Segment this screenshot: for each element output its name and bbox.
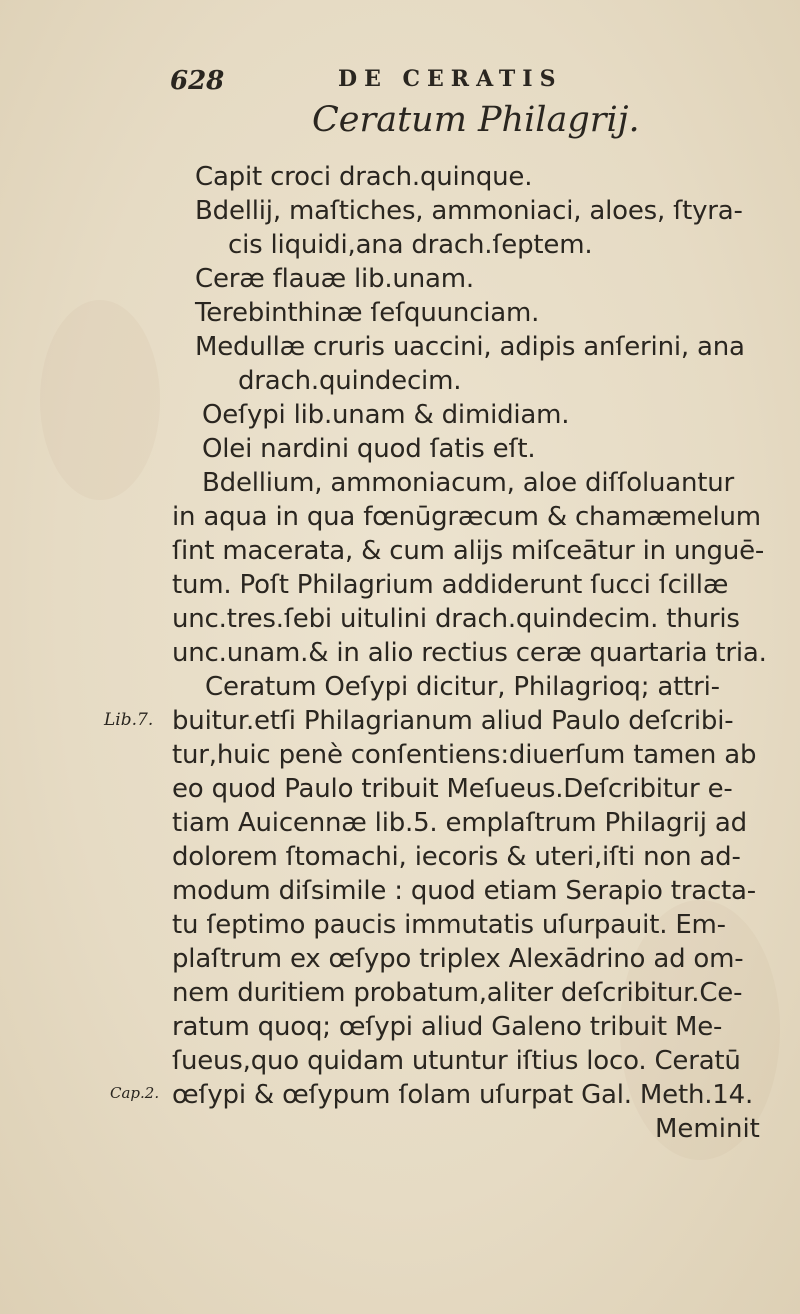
text-line: Capit croci drach.quinque. xyxy=(195,162,533,192)
text-line: Bdellium, ammoniacum, aloe diſſoluantur xyxy=(202,468,735,498)
text-line: Ceratum Oeſypi dicitur, Philagrioq; attri- xyxy=(205,672,720,702)
recipe-title: Ceratum Philagrij. xyxy=(312,100,640,140)
text-line: Ceræ flauæ lib.unam. xyxy=(195,264,474,294)
text-line: œſypi & œſypum ſolam uſurpat Gal. Meth.14. xyxy=(172,1080,754,1110)
margin-note-cap: Cap.2. xyxy=(110,1084,160,1102)
text-line: nem duritiem probatum,aliter deſcribitur.Ce- xyxy=(172,978,743,1008)
page-number: 628 xyxy=(170,66,225,96)
paper-stain xyxy=(40,300,160,500)
text-line: Olei nardini quod ſatis eſt. xyxy=(202,434,536,464)
text-line: dolorem ſtomachi, iecoris & uteri,iſti non ad- xyxy=(172,842,741,872)
text-line: drach.quindecim. xyxy=(238,366,462,396)
text-line: plaſtrum ex œſypo triplex Alexādrino ad om- xyxy=(172,944,744,974)
text-line: Medullæ cruris uaccini, adipis anſerini, ana xyxy=(195,332,745,362)
text-line: ſint macerata, & cum alijs miſceātur in unguē- xyxy=(172,536,765,566)
text-line: unc.tres.ſebi uitulini drach.quindecim. thuris xyxy=(172,604,740,634)
text-line: in aqua in qua fœnūgræcum & chamæmelum xyxy=(172,502,761,532)
text-line: Terebinthinæ ſeſquunciam. xyxy=(195,298,540,328)
text-line: cis liquidi,ana drach.ſeptem. xyxy=(228,230,593,260)
text-line: ratum quoq; œſypi aliud Galeno tribuit Me- xyxy=(172,1012,723,1042)
text-line: tur,huic penè conſentiens:diuerſum tamen ab xyxy=(172,740,757,770)
text-line: modum diſsimile : quod etiam Serapio tracta- xyxy=(172,876,756,906)
catchword: Meminit xyxy=(655,1114,760,1144)
text-line: eo quod Paulo tribuit Meſueus.Deſcribitur e- xyxy=(172,774,733,804)
text-line: buitur.etſi Philagrianum aliud Paulo deſcribi- xyxy=(172,706,734,736)
text-line: Oeſypi lib.unam & dimidiam. xyxy=(202,400,570,430)
text-line: tiam Auicennæ lib.5. emplaſtrum Philagrij ad xyxy=(172,808,747,838)
margin-note-lib: Lib.7. xyxy=(104,710,154,730)
text-line: Bdellij, maſtiches, ammoniaci, aloes, ſtyra- xyxy=(195,196,743,226)
text-line: tum. Poſt Philagrium addiderunt ſucci ſcillæ xyxy=(172,570,729,600)
text-line: unc.unam.& in alio rectius ceræ quartaria tria. xyxy=(172,638,767,668)
section-title: DE CERATIS xyxy=(338,66,563,92)
text-line: tu ſeptimo paucis immutatis uſurpauit. Em- xyxy=(172,910,726,940)
text-line: ſueus,quo quidam utuntur iſtius loco. Ceratū xyxy=(172,1046,741,1076)
running-head xyxy=(0,62,800,102)
